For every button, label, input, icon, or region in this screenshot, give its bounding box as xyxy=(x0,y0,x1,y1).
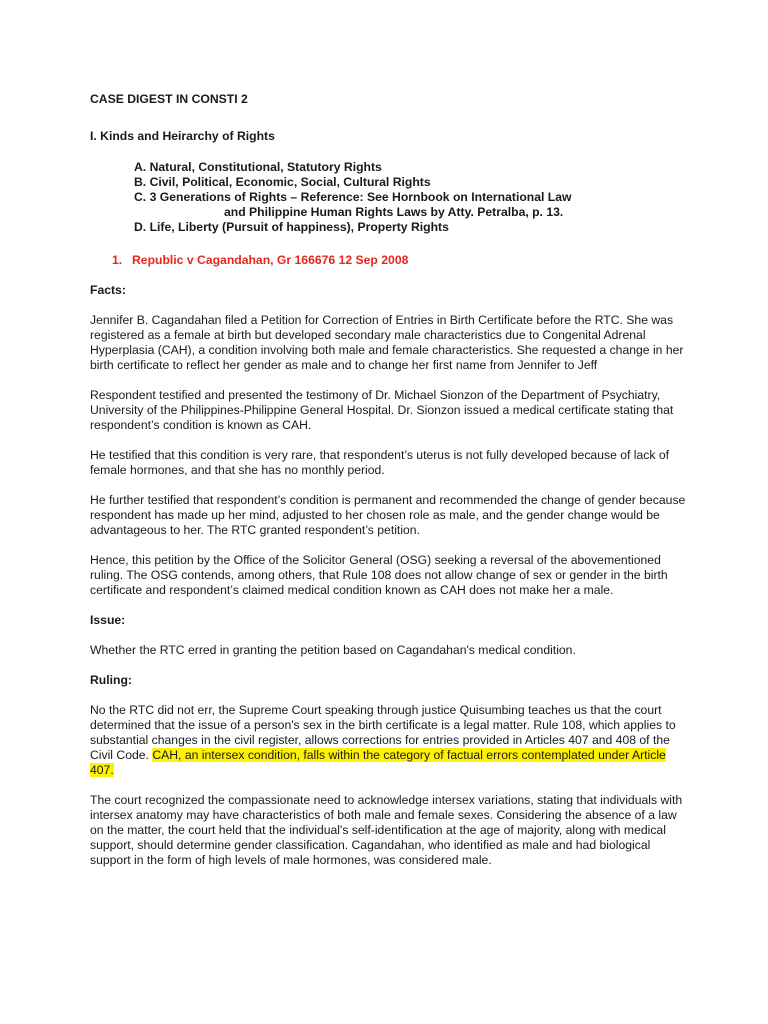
facts-paragraph-3: He testified that this condition is very rare, that respondent’s uterus is not fully developed because of lack of female hormones, and that she has no monthly period. xyxy=(90,448,670,477)
facts-paragraph-2: Respondent testified and presented the testimony of Dr. Michael Sionzon of the Department of Psychiatry, University of the Philippines-Philippine General Hospital. Dr. Sionzon issued a medical certificate stating that respondent’s condition is known as CAH. xyxy=(90,388,674,432)
document-title: CASE DIGEST IN CONSTI 2 xyxy=(90,92,248,106)
rights-item-c-continuation-text: and Philippine Human Rights Laws by Atty. Petralba, p. 13. xyxy=(224,205,564,219)
rights-item-b: B. Civil, Political, Economic, Social, Cultural Rights xyxy=(134,175,431,189)
facts-paragraph-4: He further testified that respondent’s condition is permanent and recommended the change of gender because respondent has made up her mind, adjusted to her chosen role as male, and the gender change would be advantageous to her. The RTC granted respondent’s petition. xyxy=(90,493,686,537)
ruling-paragraph-2: The court recognized the compassionate need to acknowledge intersex variations, stating that individuals with intersex anatomy may have characteristics of both male and female sexes. Considering the absence of a law on the matter, the court held that the individual's self-identification at the age of majority, along with medical support, should determine gender classification. Cagandahan, who identified as male and had biological support in the form of high levels of male hormones, was considered male. xyxy=(90,793,683,867)
case-title-text: Republic v Cagandahan, Gr 166676 12 Sep 2008 xyxy=(132,253,409,267)
ruling-paragraph-1-text: No the RTC did not err, the Supreme Court speaking through justice Quisumbing teaches us that the court determined that the issue of a person's sex in the birth certificate is a legal matter. Rule 108, which applies to substantial changes in the civil register, allows corrections for entries provided in Articles 407 and 408 of the Civil Code. xyxy=(90,703,676,762)
rights-item-d: D. Life, Liberty (Pursuit of happiness), Property Rights xyxy=(134,220,449,234)
section-heading: I. Kinds and Heirarchy of Rights xyxy=(90,129,275,143)
facts-paragraph-5: Hence, this petition by the Office of the Solicitor General (OSG) seeking a reversal of the abovementioned ruling. The OSG contends, among others, that Rule 108 does not allow change of sex or gender in the birth certificate and respondent’s claimed medical condition known as CAH does not make her a male. xyxy=(90,553,668,597)
rights-item-c: C. 3 Generations of Rights – Reference: See Hornbook on International Law xyxy=(134,190,572,204)
facts-heading: Facts: xyxy=(90,283,126,297)
issue-paragraph: Whether the RTC erred in granting the petition based on Cagandahan's medical condition. xyxy=(90,643,576,657)
rights-item-c-continuation xyxy=(134,205,690,220)
ruling-paragraph-1 xyxy=(90,703,690,778)
rights-list xyxy=(90,160,690,235)
ruling-highlighted-text: CAH, an intersex condition, falls within the category of factual errors contemplated under Article 407. xyxy=(90,748,666,777)
rights-item-a: A. Natural, Constitutional, Statutory Rights xyxy=(134,160,382,174)
ruling-heading: Ruling: xyxy=(90,673,132,687)
case-number: 1. xyxy=(112,253,123,267)
document-body xyxy=(90,92,690,883)
facts-paragraph-1: Jennifer B. Cagandahan filed a Petition for Correction of Entries in Birth Certificate before the RTC. She was registered as a female at birth but developed secondary male characteristics due to Congenital Adrenal Hyperplasia (CAH), a condition involving both male and female characteristics. She requested a change in her birth certificate to reflect her gender as male and to change her first name from Jennifer to Jeff xyxy=(90,313,684,372)
issue-heading: Issue: xyxy=(90,613,126,627)
case-title xyxy=(90,253,690,268)
